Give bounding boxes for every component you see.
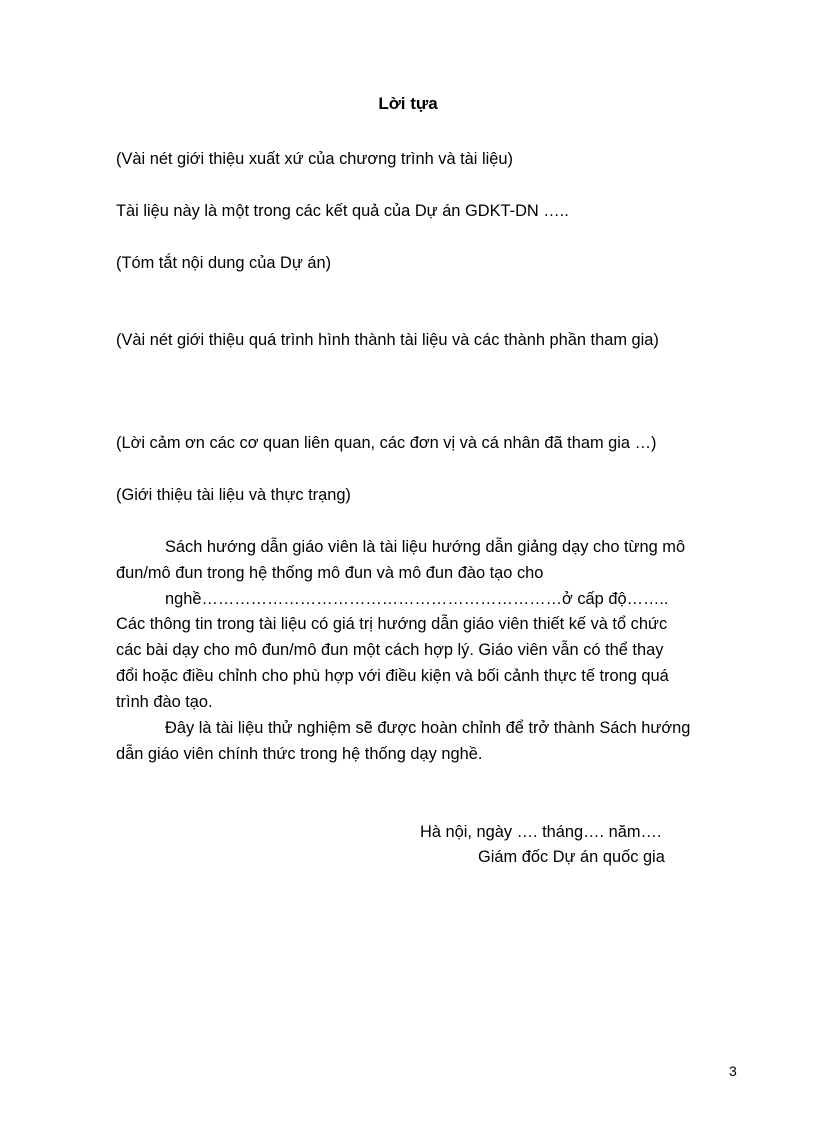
note-formation-process: (Vài nét giới thiệu quá trình hình thành tài liệu và các thành phần tham gia) [116, 331, 659, 349]
paragraph-line: trình đào tạo. [116, 693, 213, 711]
paragraph-line: Sách hướng dẫn giáo viên là tài liệu hướng dẫn giảng dạy cho từng mô [165, 538, 686, 556]
paragraph-line: dẫn giáo viên chính thức trong hệ thống dạy nghề. [116, 745, 483, 763]
signature-date: Hà nội, ngày …. tháng…. năm…. [420, 823, 662, 841]
page-number: 3 [729, 1063, 737, 1079]
page-title: Lời tựa [378, 94, 438, 113]
note-acknowledgements: (Lời cảm ơn các cơ quan liên quan, các đơn vị và cá nhân đã tham gia …) [116, 434, 657, 452]
note-project-summary: (Tóm tắt nội dung của Dự án) [116, 254, 332, 272]
paragraph-line: nghề…………………………………………………………ở cấp độ…….. [165, 590, 669, 608]
paragraph-line: đun/mô đun trong hệ thống mô đun và mô đun đào tạo cho [116, 564, 544, 582]
paragraph-line: Các thông tin trong tài liệu có giá trị hướng dẫn giáo viên thiết kế và tổ chức [116, 615, 668, 633]
paragraph-line: các bài dạy cho mô đun/mô đun một cách hợp lý. Giáo viên vẫn có thể thay [116, 641, 664, 659]
note-origin: (Vài nét giới thiệu xuất xứ của chương trình và tài liệu) [116, 150, 513, 168]
note-introduction: (Giới thiệu tài liệu và thực trạng) [116, 486, 351, 504]
signature-title: Giám đốc Dự án quốc gia [478, 848, 665, 866]
note-project-result: Tài liệu này là một trong các kết quả của Dự án GDKT-DN ….. [116, 202, 569, 220]
paragraph-line: Đây là tài liệu thử nghiệm sẽ được hoàn chỉnh để trở thành Sách hướng [165, 719, 691, 737]
paragraph-line: đổi hoặc điều chỉnh cho phù hợp với điều kiện và bối cảnh thực tế trong quá [116, 667, 669, 685]
